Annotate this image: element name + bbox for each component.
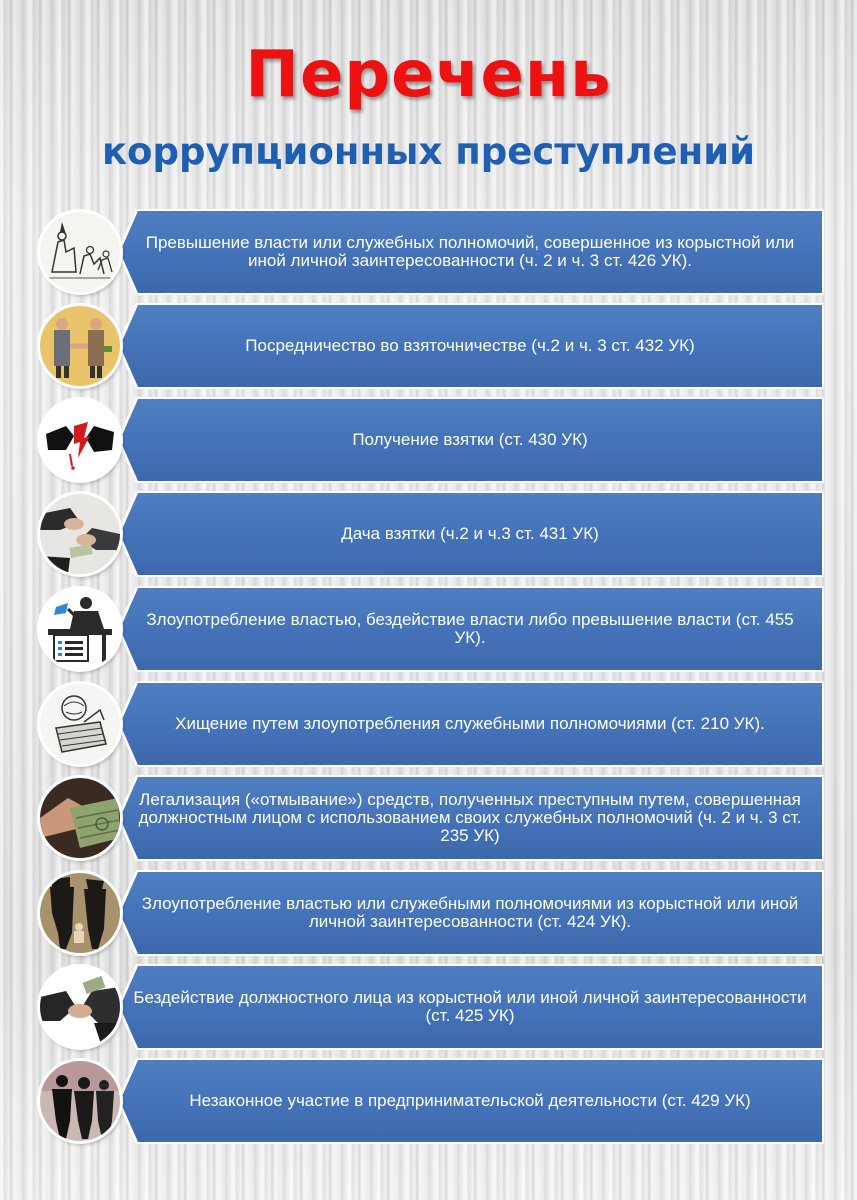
list-item-text: Незаконное участие в предпринимательской деятельности (ст. 429 УК) (189, 1091, 751, 1110)
bribe-handover-icon (40, 494, 120, 574)
money-hand-icon (40, 778, 120, 858)
list-item-text: Бездействие должностного лица из корыстной или иной личной заинтересованности (ст. 425 УК) (133, 988, 807, 1025)
list-item-text: Дача взятки (ч.2 и ч.3 ст. 431 УК) (341, 524, 599, 543)
list-item-text: Получение взятки (ст. 430 УК) (352, 430, 588, 449)
list-item-text: Хищение путем злоупотребления служебными полномочиями (ст. 210 УК). (175, 714, 765, 733)
list-item-text: Злоупотребление властью или служебными полномочиями из корыстной или иной личной заинтересованности (ст. 424 УК). (141, 894, 799, 931)
list-item (40, 493, 822, 575)
list-item (40, 683, 822, 765)
cavalry-cartoon-icon (40, 212, 120, 292)
official-desk-icon (40, 589, 120, 669)
list-item (40, 1060, 822, 1142)
list-item (40, 211, 822, 293)
page-title: Перечень (245, 38, 612, 112)
shadow-figures-icon (40, 873, 120, 953)
list-item (40, 777, 822, 859)
list-item-text: Злоупотребление властью, бездействие власти либо превышение власти (ст. 455 УК). (146, 610, 794, 647)
list-item (40, 966, 822, 1048)
businessmen-money-icon (40, 1061, 120, 1141)
money-stack-icon (40, 684, 120, 764)
list-item-text: Превышение власти или служебных полномочий, совершенное из корыстной или иной личной заинтересованности (ч. 2 и ч. 3 ст. 426 УК). (145, 233, 795, 270)
list-item (40, 399, 822, 481)
list-item (40, 872, 822, 954)
list-item-text: Легализация («отмывание») средств, полученных преступным путем, совершенная должностным лицом с использованием своих служебных полномочий (ч. 2 и ч. 3 ст. 235 УК) (138, 790, 802, 845)
list-item (40, 305, 822, 387)
handshake-cartoon-icon (40, 306, 120, 386)
handshake-dark-icon (40, 967, 120, 1047)
page-subtitle: коррупционных преступлений (101, 130, 756, 173)
hands-money-icon (40, 400, 120, 480)
list-item (40, 588, 822, 670)
list-item-text: Посредничество во взяточничестве (ч.2 и ч. 3 ст. 432 УК) (245, 336, 695, 355)
